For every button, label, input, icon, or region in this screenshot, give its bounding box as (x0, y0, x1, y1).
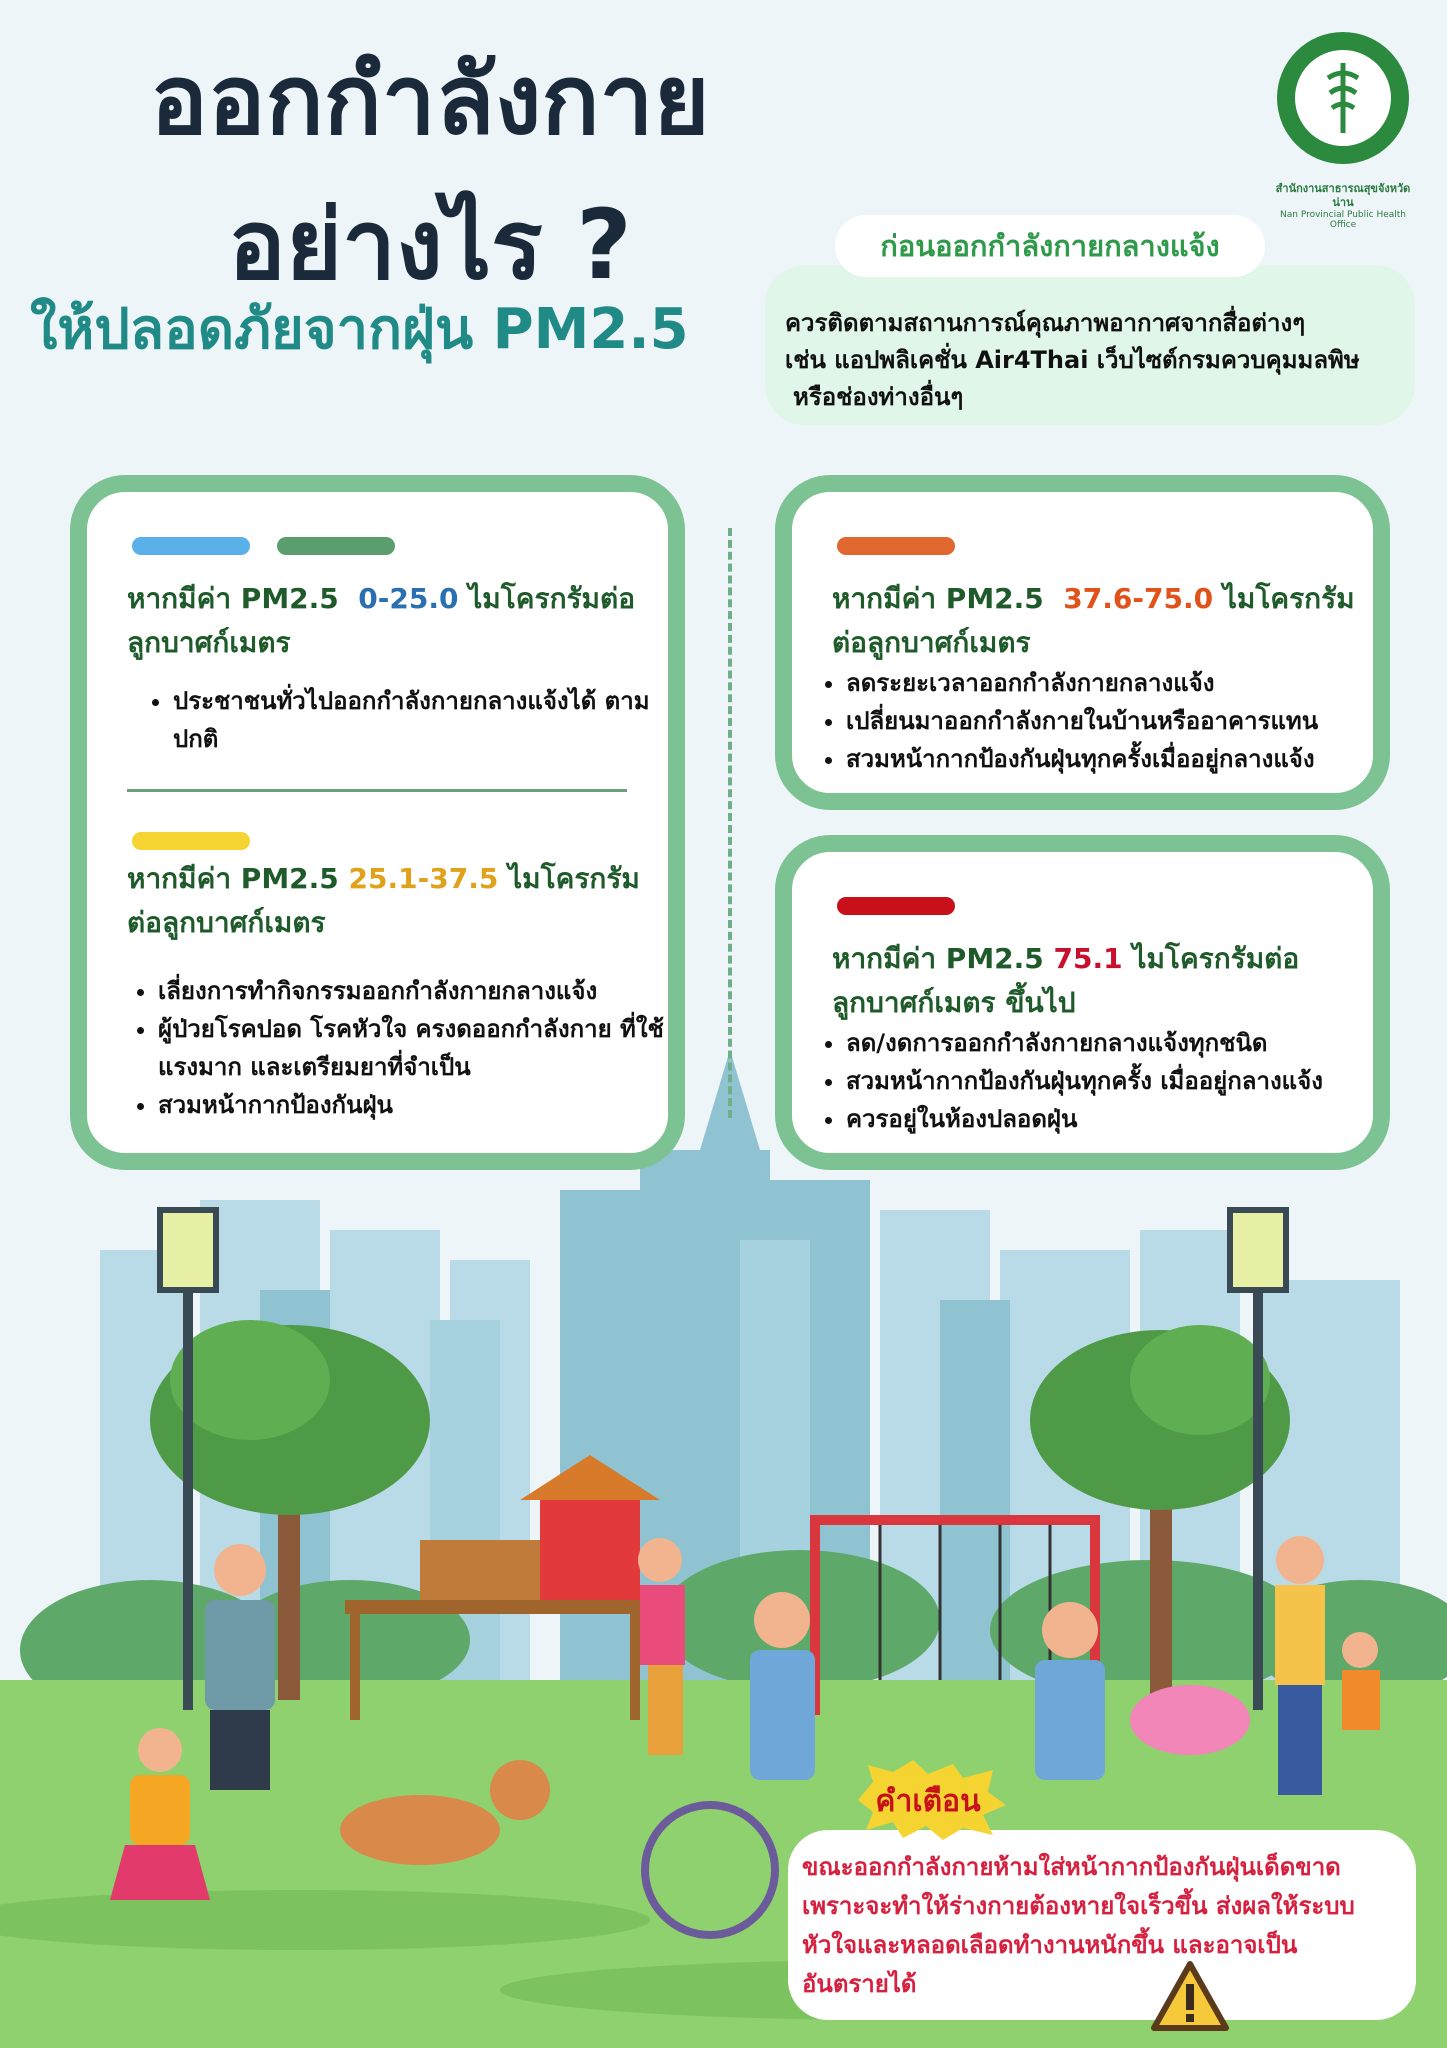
list-item: • เปลี่ยนมาออกกำลังกายในบ้านหรืออาคารแทน (846, 702, 1406, 740)
pm-level-card-low (70, 475, 685, 1170)
logo-org-th: สำนักงานสาธารณสุขจังหวัดน่าน (1275, 182, 1411, 209)
pre-exercise-line2: เช่น แอปพลิเคชั่น Air4Thai เว็บไซต์กรมควบคุมมลพิษ (785, 346, 1360, 374)
page-title-line1: ออกกำลังกาย (150, 44, 710, 156)
level-pill-blue (132, 537, 250, 555)
level-heading-hazardous: หากมีค่า PM2.5 75.1 ไมโครกรัมต่อ ลูกบาศก์เมตร ขึ้นไป (832, 942, 1300, 1019)
list-item: • ลด/งดการออกกำลังกายกลางแจ้งทุกชนิด (846, 1024, 1406, 1062)
pre-exercise-line1: ควรติดตามสถานการณ์คุณภาพอากาศจากสื่อต่างๆ (785, 309, 1306, 337)
list-item: • ลดระยะเวลาออกกำลังกายกลางแจ้ง (846, 664, 1406, 702)
list-item: • เลี่ยงการทำกิจกรรมออกกำลังกายกลางแจ้ง (158, 972, 698, 1010)
level-range-moderate: 25.1-37.5 (348, 862, 499, 895)
list-item: • สวมหน้ากากป้องกันฝุ่นทุกครั้ง เมื่ออยู่กลางแจ้ง (846, 1062, 1406, 1100)
warning-line3: หัวใจและหลอดเลือดทำงานหนักขึ้น และอาจเป็น (802, 1931, 1298, 1959)
page-title-line2: อย่างไร ? (228, 189, 632, 301)
level-range-good: 0-25.0 (358, 582, 459, 615)
level-pill-green (277, 537, 395, 555)
warning-line4: อันตรายได้ (802, 1970, 917, 1998)
level-pill-yellow (132, 832, 250, 850)
logo-org-en: Nan Provincial Public Health Office (1280, 210, 1406, 230)
warning-line1: ขณะออกกำลังกายห้ามใส่หน้ากากป้องกันฝุ่นเด็ดขาด (802, 1853, 1341, 1881)
warning-box (788, 1830, 1416, 2020)
warning-label: คำเตือน (875, 1784, 981, 1819)
warning-label-burst (848, 1760, 1008, 1840)
pre-exercise-line3: หรือช่องท่างอื่นๆ (793, 383, 964, 411)
level-pill-orange (837, 537, 955, 555)
card-divider (127, 789, 627, 792)
ministry-seal-icon (1268, 28, 1418, 178)
pre-exercise-title: ก่อนออกกำลังกายกลางแจ้ง (835, 215, 1265, 277)
ministry-logo (1268, 28, 1418, 230)
level-pill-red (837, 897, 955, 915)
warning-line2: เพราะจะทำให้ร่างกายต้องหายใจเร็วขึ้น ส่งผลให้ระบบ (802, 1892, 1355, 1920)
list-item: • สวมหน้ากากป้องกันฝุ่นทุกครั้งเมื่ออยู่กลางแจ้ง (846, 740, 1406, 778)
center-dashed-divider (728, 528, 732, 1118)
level-heading-unhealthy: หากมีค่า PM2.5 37.6-75.0 ไมโครกรัม ต่อลูกบาศก์เมตร (832, 582, 1355, 659)
pm-level-card-unhealthy (775, 475, 1390, 810)
warning-triangle-icon (1150, 1960, 1230, 2032)
level-range-hazardous: 75.1 (1053, 942, 1123, 975)
list-item: • ประชาชนทั่วไปออกกำลังกายกลางแจ้งได้ ตามปกติ (173, 682, 673, 758)
list-item: • สวมหน้ากากป้องกันฝุ่น (158, 1086, 698, 1124)
level-good-bullets (137, 682, 673, 758)
pm-level-card-hazardous (775, 835, 1390, 1170)
level-unhealthy-bullets (810, 664, 1406, 778)
page-subtitle: ให้ปลอดภัยจากฝุ่น PM2.5 (30, 297, 689, 362)
level-heading-good: หากมีค่า PM2.5 0-25.0 ไมโครกรัมต่อ ลูกบาศก์เมตร (127, 582, 636, 659)
pre-exercise-box (765, 265, 1415, 425)
list-item: • ควรอยู่ในห้องปลอดฝุ่น (846, 1100, 1406, 1138)
level-heading-moderate: หากมีค่า PM2.5 25.1-37.5 ไมโครกรัม ต่อลูกบาศก์เมตร (127, 862, 640, 939)
level-hazardous-bullets (810, 1024, 1406, 1138)
level-moderate-bullets (122, 972, 698, 1124)
list-item: • ผู้ป่วยโรคปอด โรคหัวใจ ครงดออกกำลังกาย ที่ใช้แรงมาก และเตรียมยาที่จำเป็น (158, 1010, 698, 1086)
level-range-unhealthy: 37.6-75.0 (1063, 582, 1214, 615)
